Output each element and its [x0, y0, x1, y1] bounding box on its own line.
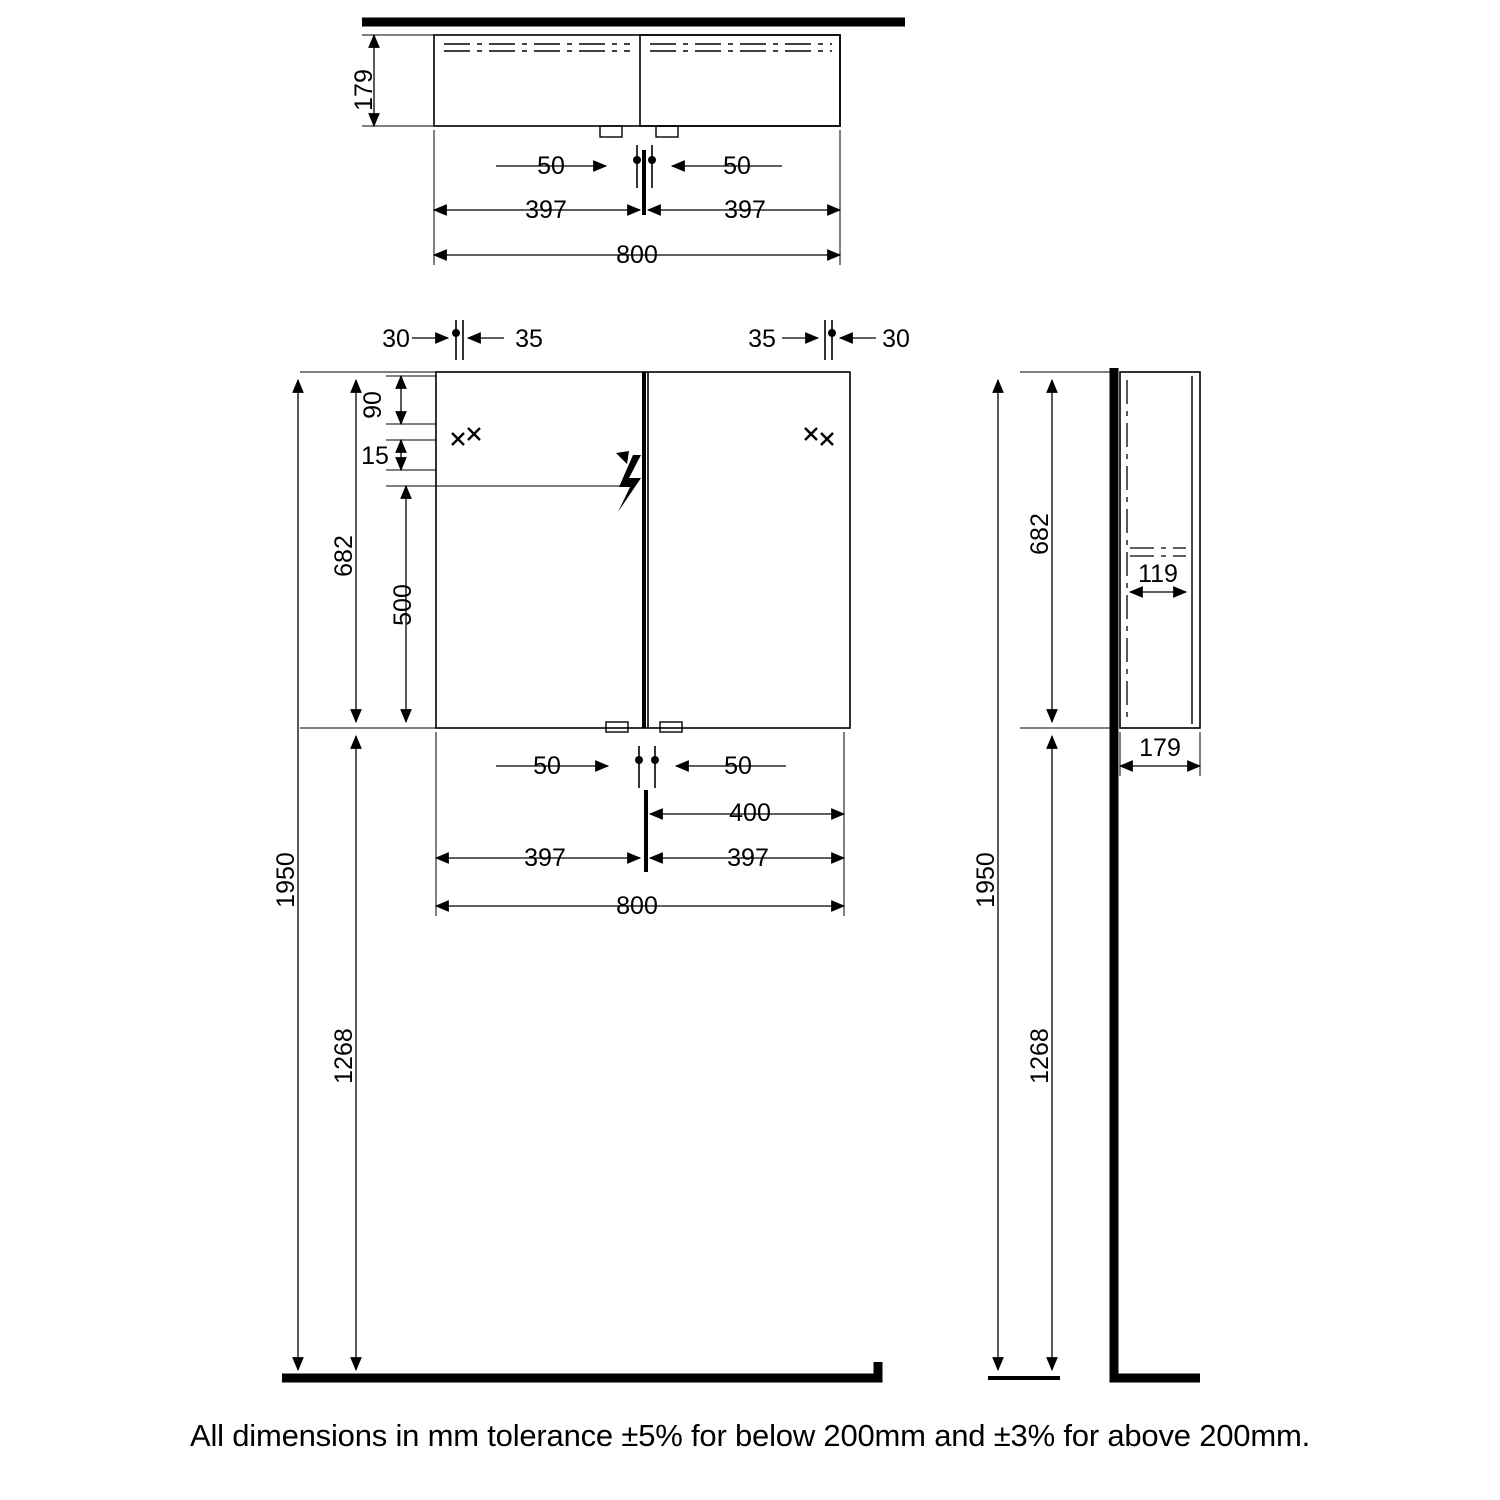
label-front-500: 500	[389, 584, 417, 626]
label-front-35-right: 35	[748, 325, 776, 353]
label-side-1950: 1950	[972, 852, 1000, 908]
side-view-group	[988, 368, 1200, 1378]
label-top-depth-179: 179	[350, 69, 378, 111]
label-front-30-right: 30	[882, 325, 910, 353]
label-top-50-right: 50	[723, 152, 751, 180]
label-front-397-left: 397	[524, 844, 566, 872]
label-top-800: 800	[616, 241, 658, 269]
label-front-50-left: 50	[533, 752, 561, 780]
front-view-fixing-cross-4	[821, 433, 833, 445]
label-front-90: 90	[359, 391, 387, 419]
label-front-397-right: 397	[727, 844, 769, 872]
top-view-cabinet-left	[434, 35, 840, 126]
label-front-15: 15	[361, 442, 389, 470]
front-view-floor-line	[282, 1362, 878, 1378]
label-front-50-right: 50	[724, 752, 752, 780]
lightning-bolt-icon	[618, 455, 641, 512]
label-side-1268: 1268	[1026, 1028, 1054, 1084]
label-top-397-right: 397	[724, 196, 766, 224]
label-side-682: 682	[1026, 513, 1054, 555]
front-view-bracket-right	[660, 722, 682, 732]
front-view-fixing-cross-2	[468, 428, 480, 440]
lightning-bolt-icon-head	[616, 451, 629, 464]
top-view-cabinet-right	[640, 35, 840, 126]
label-front-1950: 1950	[272, 852, 300, 908]
label-side-119: 119	[1138, 560, 1178, 588]
label-top-397-left: 397	[525, 196, 567, 224]
side-view-cabinet-body	[1120, 372, 1200, 728]
label-front-35-left: 35	[515, 325, 543, 353]
label-front-682: 682	[330, 535, 358, 577]
label-side-179: 179	[1139, 734, 1181, 762]
label-front-30-left: 30	[382, 325, 410, 353]
top-view-group	[362, 22, 905, 265]
label-front-800: 800	[616, 892, 658, 920]
front-view-fixing-cross-3	[805, 428, 817, 440]
front-view-bracket-left	[606, 722, 628, 732]
label-front-1268: 1268	[330, 1028, 358, 1084]
front-view-fixing-cross-1	[452, 433, 464, 445]
label-front-400: 400	[729, 799, 771, 827]
top-view-bracket-left	[600, 126, 622, 137]
front-view-group	[282, 320, 878, 1378]
top-view-bracket-right	[656, 126, 678, 137]
tolerance-note: All dimensions in mm tolerance ±5% for below 200mm and ±3% for above 200mm.	[189, 1418, 1311, 1453]
label-top-50-left: 50	[537, 152, 565, 180]
